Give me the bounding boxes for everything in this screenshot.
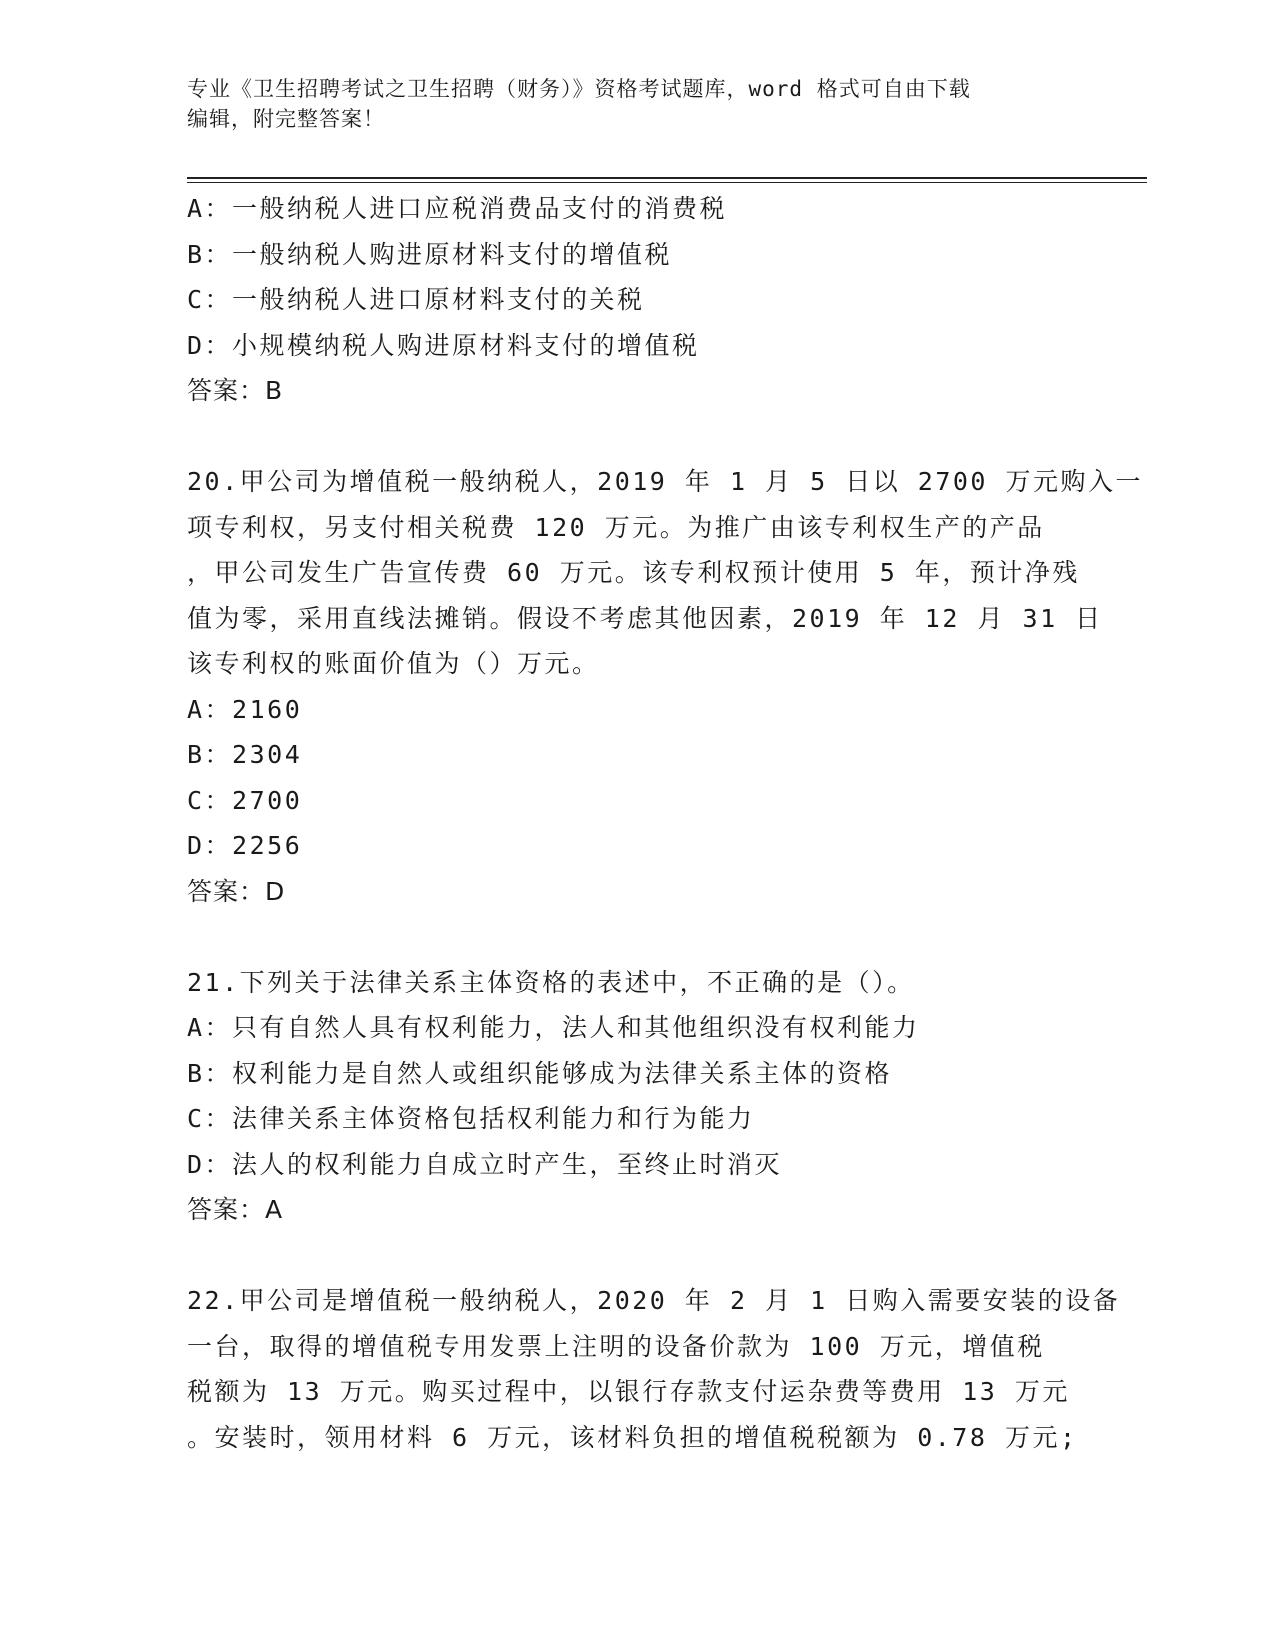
- spacer: [187, 1233, 1087, 1279]
- header-rule-thick: [187, 177, 1147, 179]
- option-b: B：2304: [187, 740, 303, 769]
- question-22: [187, 1278, 1121, 1460]
- spacer: [187, 914, 1087, 960]
- option-a: A：2160: [187, 694, 303, 724]
- document-header: [187, 74, 1067, 134]
- option-c: C：一般纳税人进口原材料支付的关税: [187, 285, 645, 314]
- question-text: 22.甲公司是增值税一般纳税人，2020 年 2 月 1 日购入需要安装的设备: [187, 1286, 1121, 1315]
- option-d: D：法人的权利能力自成立时产生，至终止时消灭: [187, 1149, 783, 1179]
- option-d: D：2256: [187, 831, 303, 860]
- question-text: 21.下列关于法律关系主体资格的表述中，不正确的是（）。: [187, 967, 915, 997]
- question-text: 项专利权，另支付相关税费 120 万元。为推广由该专利权生产的产品: [187, 512, 1045, 542]
- question-text: 税额为 13 万元。购买过程中，以银行存款支付运杂费等费用 13 万元: [187, 1377, 1070, 1406]
- question-text: ，甲公司发生广告宣传费 60 万元。该专利权预计使用 5 年，预计净残: [187, 558, 1080, 587]
- spacer: [187, 414, 1087, 460]
- option-a: A：一般纳税人进口应税消费品支付的消费税: [187, 194, 728, 223]
- answer: 答案：A: [187, 1195, 284, 1224]
- question-text: 一台，取得的增值税专用发票上注明的设备价款为 100 万元，增值税: [187, 1331, 1045, 1361]
- question-text: 值为零，采用直线法摊销。假设不考虑其他因素，2019 年 12 月 31 日: [187, 603, 1103, 633]
- question-text: 该专利权的账面价值为（）万元。: [187, 649, 600, 678]
- question-text: 。安装时，领用材料 6 万元，该材料负担的增值税税额为 0.78 万元;: [187, 1422, 1078, 1452]
- header-line-1: 专业《卫生招聘考试之卫生招聘（财务）》资格考试题库，word 格式可自由下载: [187, 77, 971, 101]
- option-b: B：一般纳税人购进原材料支付的增值税: [187, 239, 673, 269]
- option-c: C：法律关系主体资格包括权利能力和行为能力: [187, 1104, 755, 1133]
- option-d: D：小规模纳税人购进原材料支付的增值税: [187, 330, 700, 360]
- answer: 答案：B: [187, 376, 284, 405]
- document-content: [187, 186, 1144, 1460]
- question-21: [187, 960, 1087, 1233]
- option-c: C：2700: [187, 785, 303, 815]
- question-19: [187, 186, 1087, 414]
- question-text: 20.甲公司为增值税一般纳税人，2019 年 1 月 5 日以 2700 万元购入一: [187, 467, 1144, 496]
- answer: 答案：D: [187, 876, 286, 906]
- option-b: B：权利能力是自然人或组织能够成为法律关系主体的资格: [187, 1058, 893, 1088]
- option-a: A：只有自然人具有权利能力，法人和其他组织没有权利能力: [187, 1013, 920, 1042]
- header-rule-thin: [187, 182, 1147, 183]
- header-line-2: 编辑，附完整答案！: [187, 107, 385, 131]
- question-20: [187, 459, 1144, 914]
